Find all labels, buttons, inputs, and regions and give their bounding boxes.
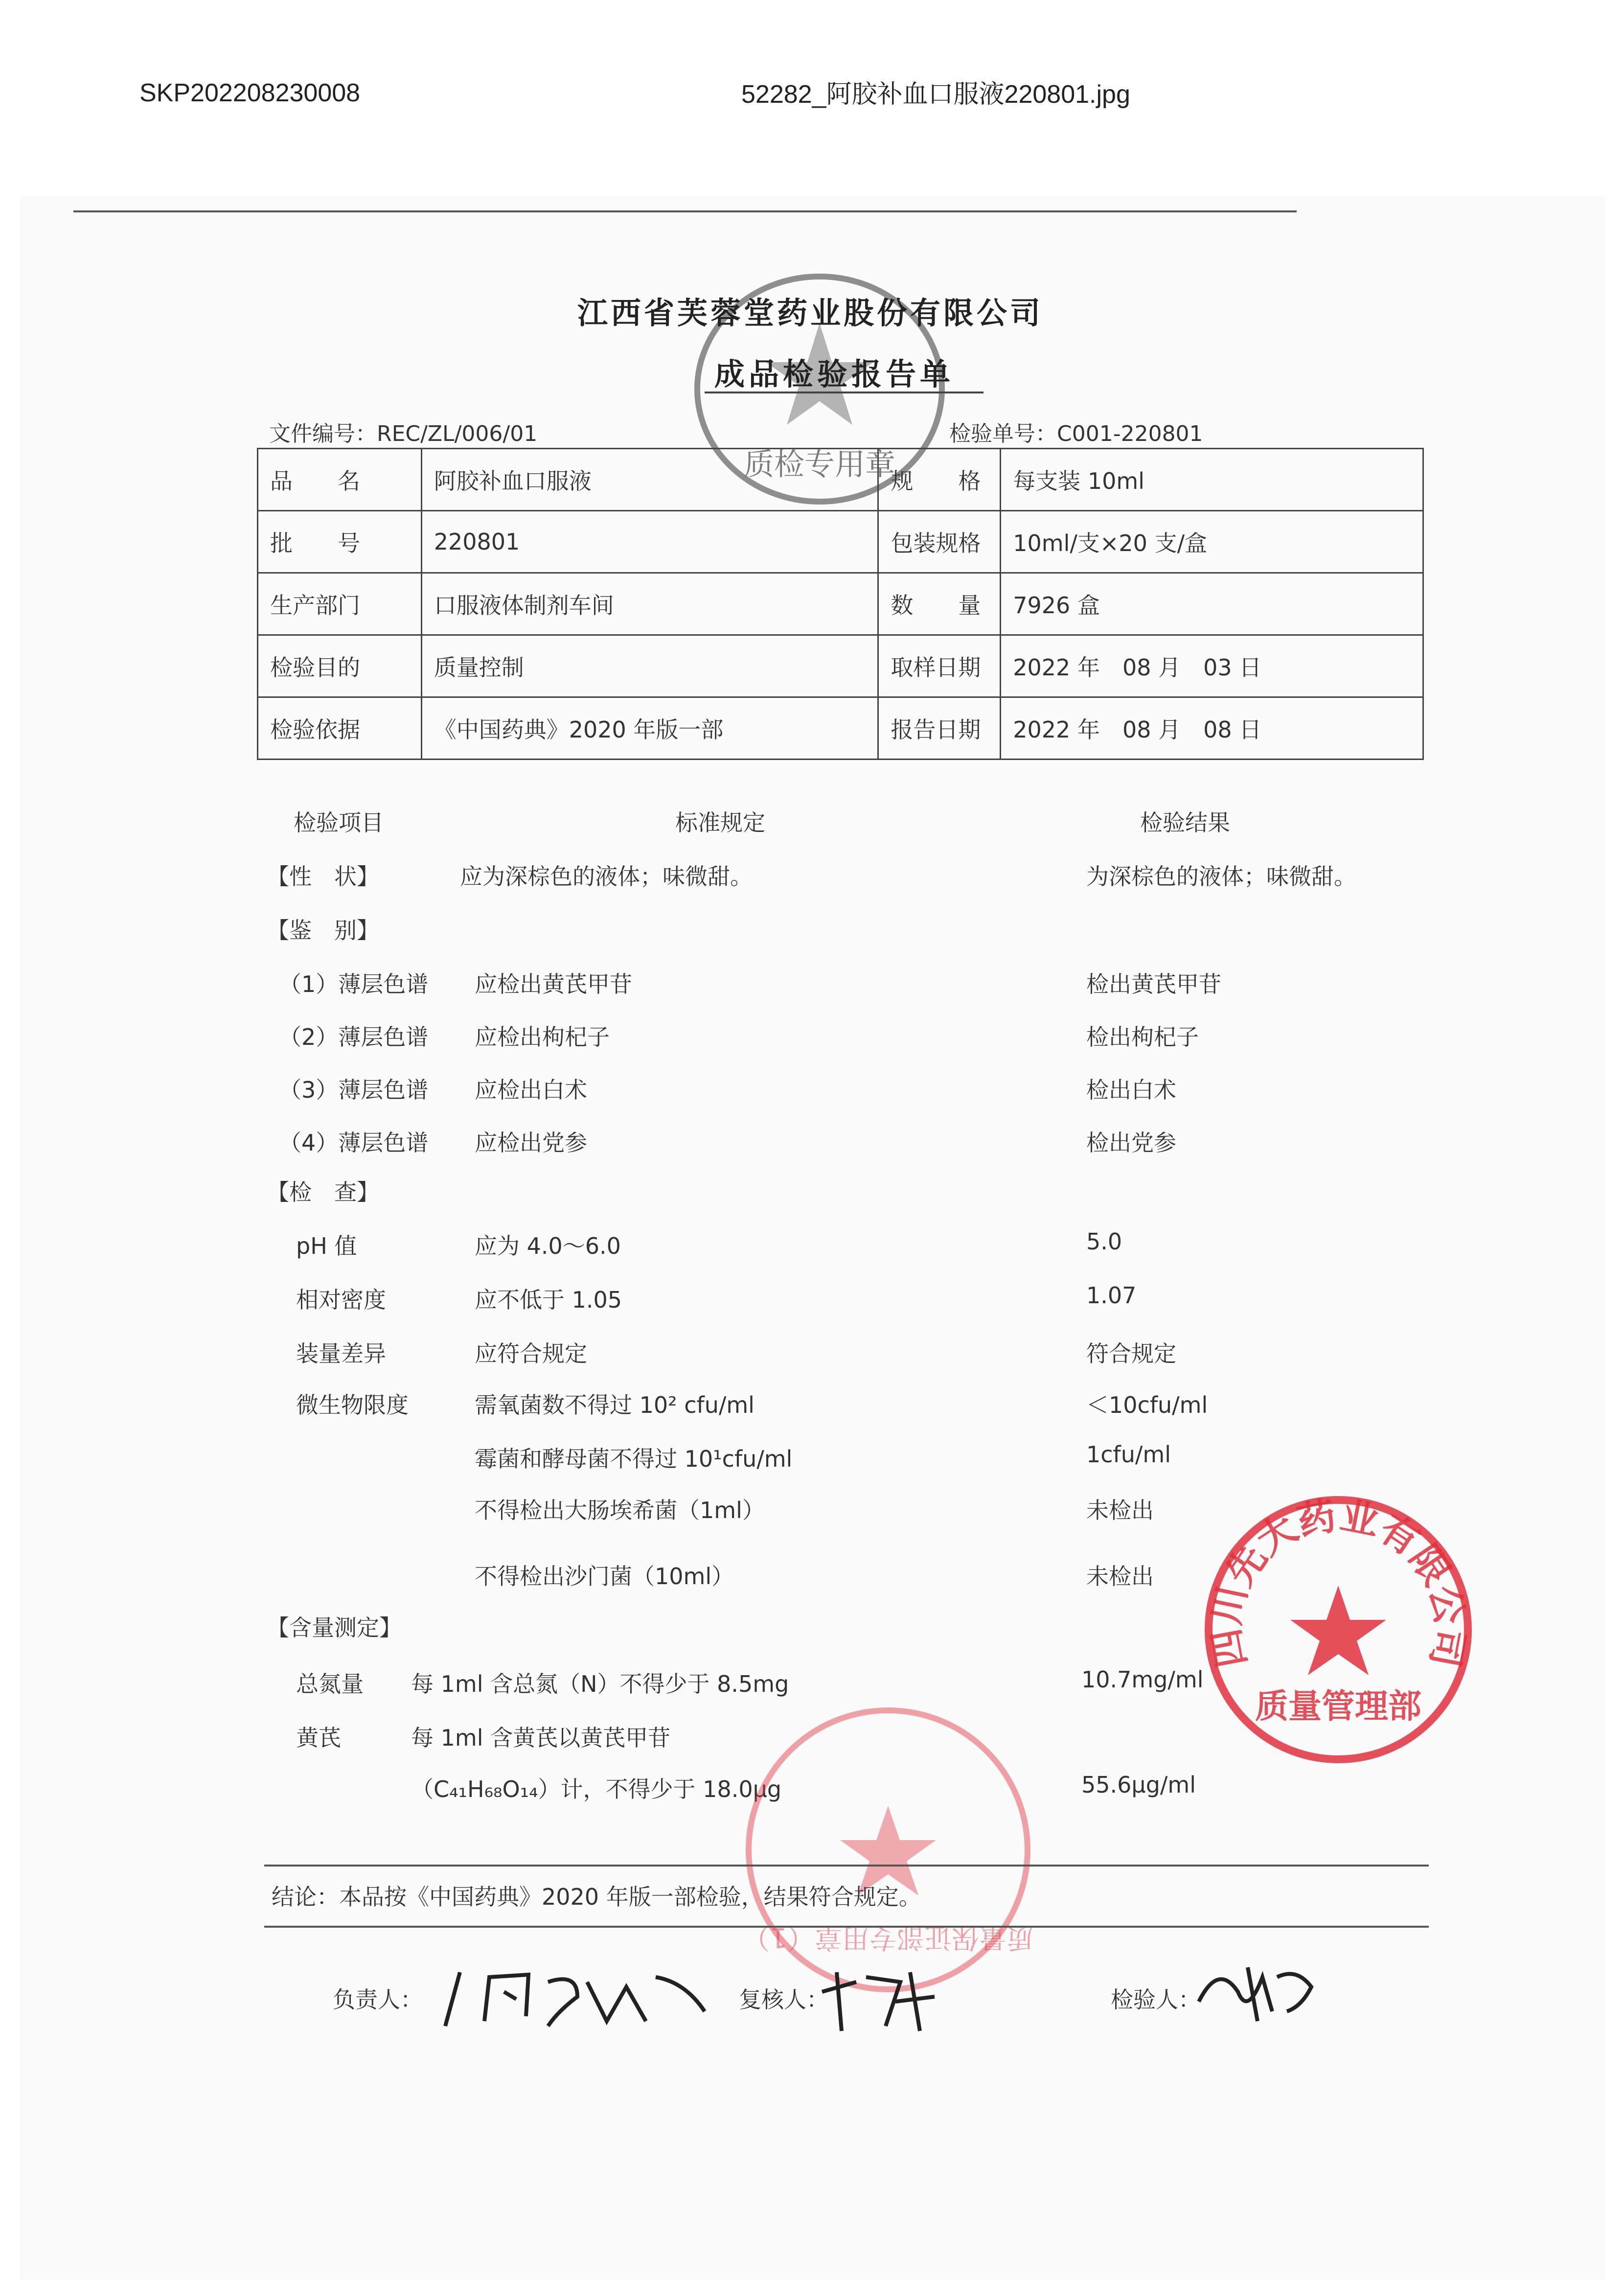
info-value: 2022 年 08 月 03 日 [1001,635,1423,697]
column-standard: 标准规定 [675,809,765,836]
responsible-label: 负责人： [333,1986,423,2013]
section-inspection: 【检 查】 [267,1179,379,1205]
inspection-result: 5.0 [1086,1228,1122,1255]
report-title: 成品检验报告单 [714,356,955,392]
inspection-result: 符合规定 [1086,1340,1176,1367]
info-row [258,697,1423,760]
inspector-signature [1189,1948,1326,2026]
responsible-signature [431,1953,724,2036]
traits-standard: 应为深棕色的液体；味微甜。 [460,863,753,890]
identification-item: （3）薄层色谱 [279,1077,429,1103]
red-stamp-text: 四川先大药业有限公司 [1204,1494,1472,1671]
traits-result: 为深棕色的液体；味微甜。 [1086,863,1356,890]
company-name: 江西省芙蓉堂药业股份有限公司 [577,295,1044,331]
identification-standard: 应检出黄芪甲苷 [475,971,632,997]
info-row [258,449,1423,511]
red-stamp-dept: 质量管理部 [1255,1687,1422,1726]
conclusion-bottom-rule [264,1926,1429,1928]
info-row [258,573,1423,635]
inspection-standard: 霉菌和酵母菌不得过 10¹cfu/ml [475,1446,793,1472]
faded-stamp-text: 质量保证部专用章（1） [742,1921,1034,1953]
inspection-result: ＜10cfu/ml [1086,1392,1208,1418]
column-result: 检验结果 [1140,809,1230,836]
red-company-stamp [1196,1488,1480,1772]
inspection-standard: 需氧菌数不得过 10² cfu/ml [475,1392,755,1418]
section-assay: 【含量测定】 [267,1614,402,1641]
inspection-result: 1.07 [1086,1282,1137,1309]
info-label: 生产部门 [258,573,422,635]
info-row [258,635,1423,697]
qc-seal-text: 质检专用章 [743,446,896,482]
inspection-result: 未检出 [1086,1497,1154,1523]
assay-item: 黄芪 [296,1725,341,1751]
identification-standard: 应检出枸杞子 [475,1024,610,1050]
top-divider [73,210,1297,212]
identification-result: 检出黄芪甲苷 [1086,971,1221,997]
info-value: 2022 年 08 月 08 日 [1001,697,1423,760]
info-value: 质量控制 [421,635,878,697]
info-label: 报告日期 [878,697,1001,760]
reviewer-signature [812,1953,949,2036]
info-row [258,511,1423,573]
inspection-item: 装量差异 [296,1340,386,1367]
inspection-item: 相对密度 [296,1287,386,1313]
identification-item: （1）薄层色谱 [279,971,429,997]
inspection-item: pH 值 [296,1233,357,1259]
info-label: 数 量 [878,573,1001,635]
file-name: 52282_阿胶补血口服液220801.jpg [741,80,1130,109]
section-traits: 【性 状】 [267,863,379,890]
inspection-standard: 应不低于 1.05 [475,1287,622,1313]
inspection-item: 微生物限度 [296,1392,409,1418]
info-label: 包装规格 [878,511,1001,573]
info-label: 取样日期 [878,635,1001,697]
column-item: 检验项目 [294,809,384,836]
identification-item: （4）薄层色谱 [279,1129,429,1156]
identification-standard: 应检出党参 [475,1129,587,1156]
reviewer-label: 复核人： [739,1986,829,2013]
info-value: 10ml/支×20 支/盒 [1001,511,1423,573]
check-number: 检验单号：C001-220801 [949,421,1203,446]
identification-result: 检出枸杞子 [1086,1024,1199,1050]
assay-standard: 每 1ml 含黄芪以黄芪甲苷 [411,1725,671,1751]
info-table [257,448,1424,760]
info-value: 《中国药典》2020 年版一部 [421,697,878,760]
document-code: SKP202208230008 [139,79,361,107]
section-identification: 【鉴 别】 [267,917,379,944]
info-label: 规 格 [878,449,1001,511]
info-value: 7926 盒 [1001,573,1423,635]
inspection-standard: 应为 4.0～6.0 [475,1233,621,1259]
info-value: 口服液体制剂车间 [421,573,878,635]
info-label: 批 号 [258,511,422,573]
identification-result: 检出党参 [1086,1129,1176,1156]
assay-standard: 每 1ml 含总氮（N）不得少于 8.5mg [411,1671,789,1697]
inspection-standard: 不得检出沙门菌（10ml） [475,1563,734,1590]
title-underline [705,392,984,393]
inspection-result: 1cfu/ml [1086,1441,1171,1468]
identification-item: （2）薄层色谱 [279,1024,429,1050]
info-value: 阿胶补血口服液 [421,449,878,511]
info-value: 220801 [421,511,878,573]
assay-result: 55.6μg/ml [1081,1772,1196,1798]
assay-result: 10.7mg/ml [1081,1666,1204,1693]
assay-standard: （C₄₁H₆₈O₁₄）计，不得少于 18.0μg [411,1776,782,1802]
conclusion-top-rule [264,1865,1429,1867]
info-label: 检验依据 [258,697,422,760]
inspection-standard: 应符合规定 [475,1340,587,1367]
conclusion-text: 结论：本品按《中国药典》2020 年版一部检验，结果符合规定。 [272,1884,921,1910]
info-value: 每支装 10ml [1001,449,1423,511]
identification-standard: 应检出白术 [475,1077,587,1103]
info-label: 品 名 [258,449,422,511]
file-number: 文件编号：REC/ZL/006/01 [269,421,538,446]
info-label: 检验目的 [258,635,422,697]
inspection-standard: 不得检出大肠埃希菌（1ml） [475,1497,765,1523]
inspection-result: 未检出 [1086,1563,1154,1590]
identification-result: 检出白术 [1086,1077,1176,1103]
assay-item: 总氮量 [296,1671,364,1697]
inspector-label: 检验人： [1111,1986,1201,2013]
